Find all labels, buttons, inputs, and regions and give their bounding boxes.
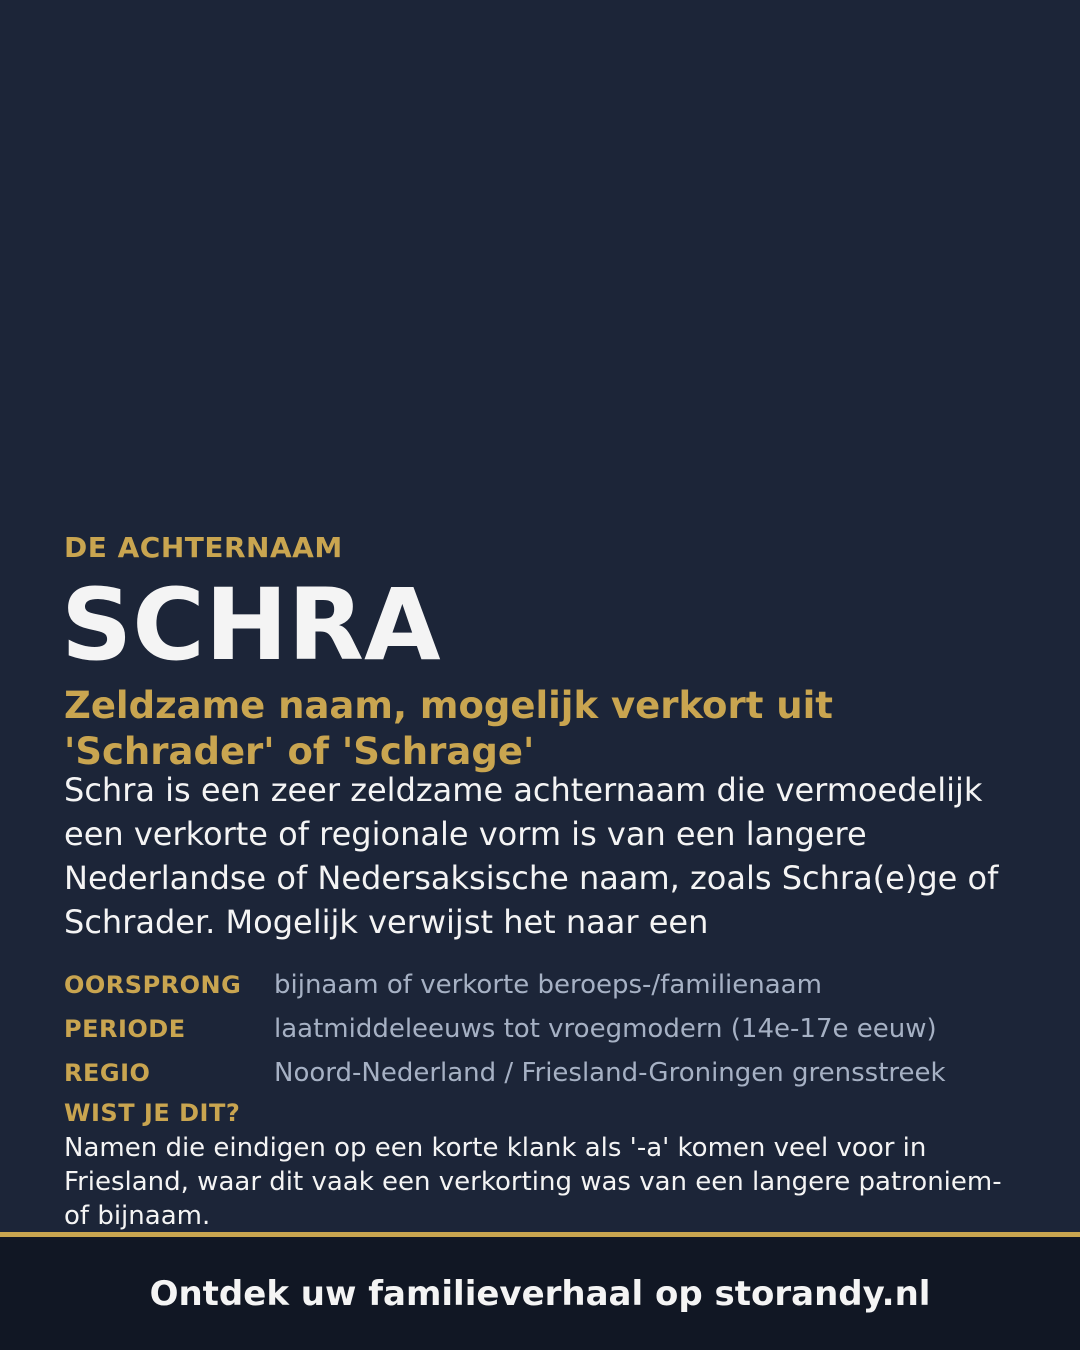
surname-title: SCHRA [61, 568, 441, 683]
footer-banner [0, 1237, 1080, 1350]
fact-row-period [64, 1007, 1024, 1051]
fact-label: OORSPRONG [64, 971, 242, 999]
trivia-text: Namen die eindigen op een korte klank als '-a' komen veel voor in Friesland, waar dit vaak een verkorting was van een langere patroniem- of bijnaam. [64, 1133, 1002, 1231]
fact-label: PERIODE [64, 1015, 186, 1043]
trivia-heading: WIST JE DIT? [64, 1099, 241, 1127]
surname-description: Schra is een zeer zeldzame achternaam die vermoedelijk een verkorte of regionale vorm is van een langere Nederlandse of Nedersaksische naam, zoals Schra(e)ge of Schrader. Mogelijk verwijst het naar een [64, 771, 999, 941]
surname-subtitle: Zeldzame naam, mogelijk verkort uit 'Schrader' of 'Schrage' [64, 684, 833, 773]
facts-list [64, 963, 1024, 1095]
fact-value: bijnaam of verkorte beroeps-/familienaam [274, 970, 822, 1000]
fact-row-origin [64, 963, 1024, 1007]
fact-label: REGIO [64, 1059, 151, 1087]
eyebrow-label: DE ACHTERNAAM [64, 531, 343, 564]
fact-value: Noord-Nederland / Friesland-Groningen grensstreek [274, 1058, 946, 1088]
fact-value: laatmiddeleeuws tot vroegmodern (14e-17e eeuw) [274, 1014, 937, 1044]
footer-cta-text: Ontdek uw familieverhaal op storandy.nl [149, 1273, 931, 1314]
fact-row-region [64, 1051, 1024, 1095]
